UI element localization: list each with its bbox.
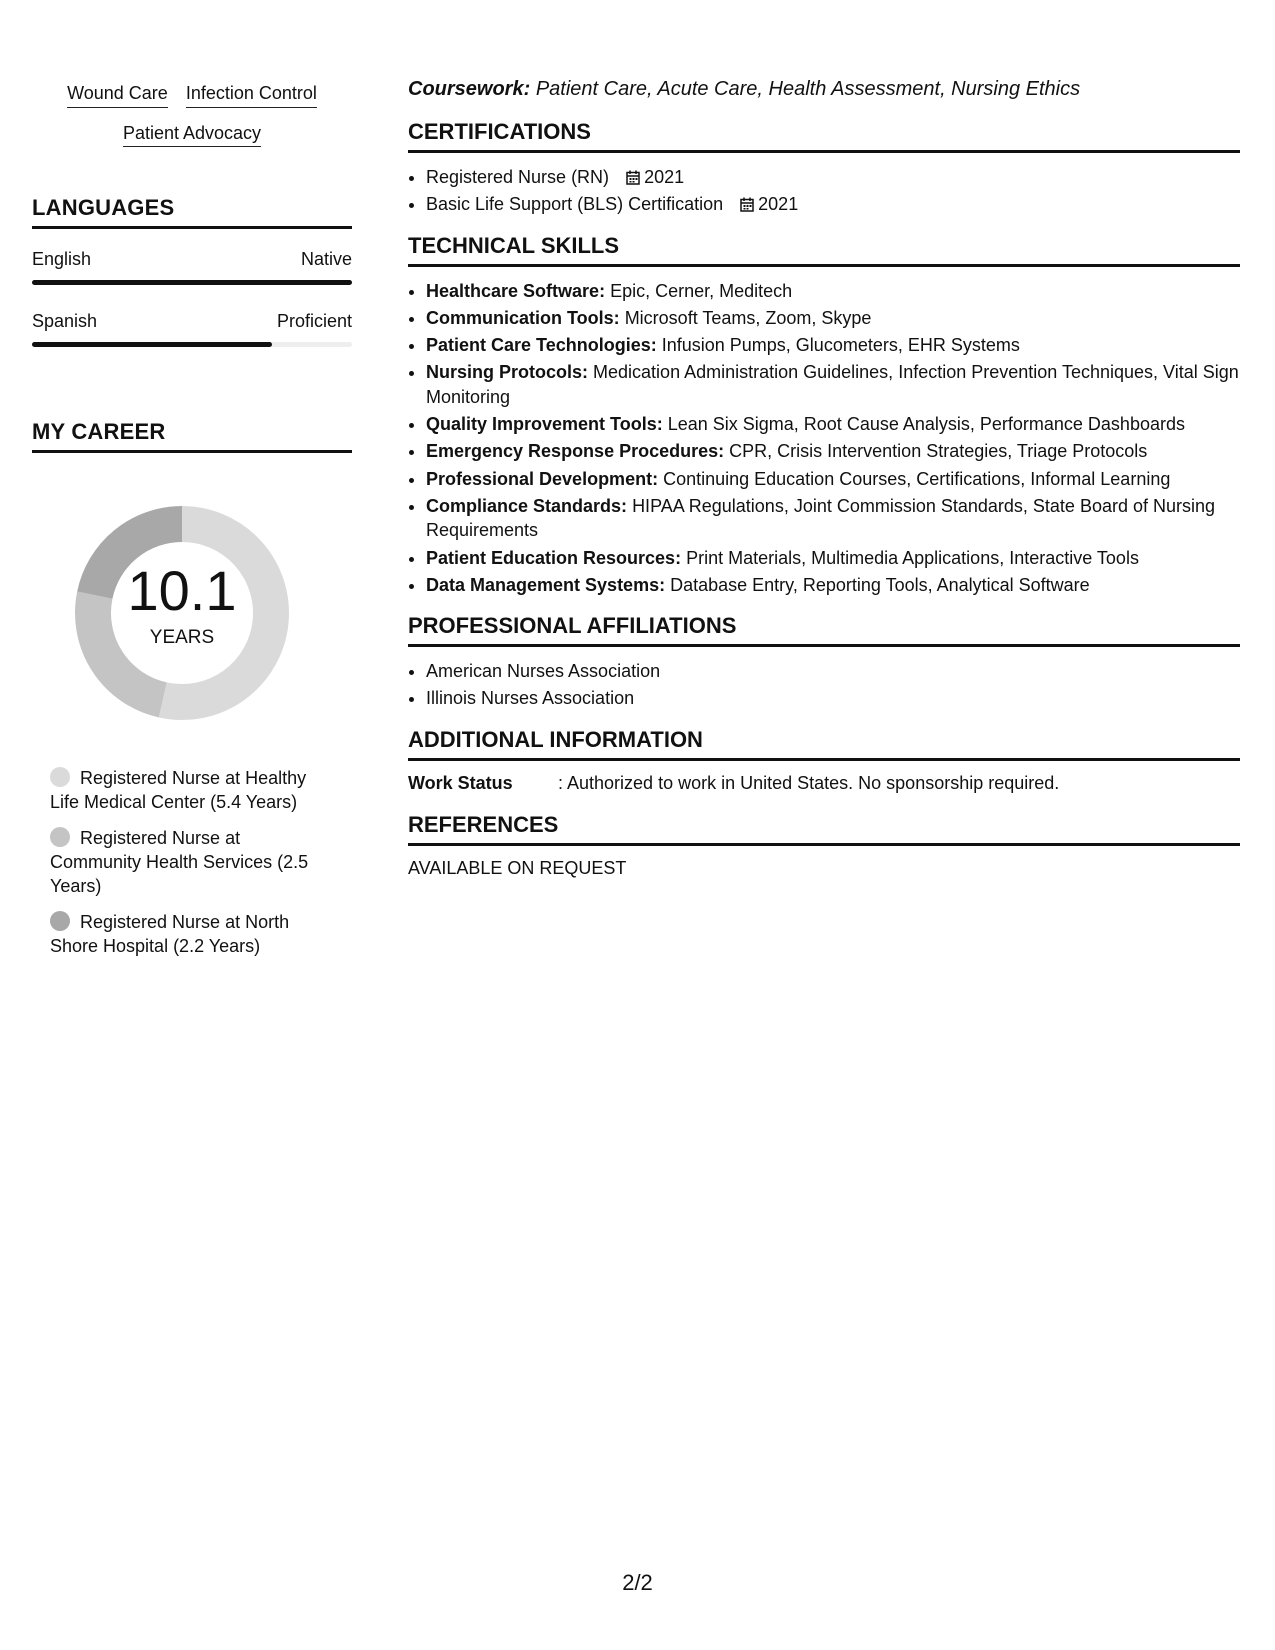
affiliations-heading: PROFESSIONAL AFFILIATIONS — [408, 613, 1240, 647]
legend-dot-icon — [50, 827, 70, 847]
technical-skill-item — [426, 439, 1240, 463]
career-legend-item — [50, 767, 320, 815]
skill-category: Data Management Systems: — [426, 574, 666, 595]
skill-values: Continuing Education Courses, Certifications, Informal Learning — [663, 468, 1171, 489]
certifications-list — [408, 165, 1240, 217]
career-donut-chart — [62, 493, 302, 733]
skill-tag: Wound Care — [67, 82, 168, 108]
skill-category: Professional Development: — [426, 468, 659, 489]
certification-name: Basic Life Support (BLS) Certification — [426, 194, 724, 215]
certification-year: 2021 — [644, 167, 685, 187]
career-heading: MY CAREER — [32, 419, 352, 453]
work-status-row — [408, 773, 1240, 794]
coursework-label: Coursework: — [408, 78, 531, 100]
skill-values: Infusion Pumps, Glucometers, EHR Systems — [661, 335, 1020, 356]
skill-values: Database Entry, Reporting Tools, Analytical Software — [670, 574, 1090, 595]
legend-dot-icon — [50, 767, 70, 787]
technical-skill-item — [426, 306, 1240, 330]
work-status-value: : Authorized to work in United States. No sponsorship required. — [558, 772, 1060, 793]
technical-skill-item — [426, 494, 1240, 543]
calendar-icon — [626, 170, 640, 185]
career-job-label: Registered Nurse at North Shore Hospital (2.2 Years) — [50, 911, 290, 956]
skill-category: Nursing Protocols: — [426, 362, 589, 383]
language-name: English — [32, 249, 92, 269]
technical-skills-heading: TECHNICAL SKILLS — [408, 233, 1240, 267]
career-legend — [50, 767, 320, 959]
coursework — [408, 78, 1240, 101]
technical-skill-item — [426, 333, 1240, 357]
certification-item — [426, 192, 1240, 216]
skill-category: Patient Education Resources: — [426, 547, 682, 568]
references-heading: REFERENCES — [408, 812, 1240, 846]
certification-year: 2021 — [758, 194, 799, 215]
left-column — [32, 82, 352, 971]
certifications-heading: CERTIFICATIONS — [408, 119, 1240, 153]
calendar-icon — [740, 197, 754, 212]
certification-item — [426, 165, 1240, 189]
technical-skill-item — [426, 412, 1240, 436]
certification-name: Registered Nurse (RN) — [426, 167, 610, 187]
page-number: 2/2 — [622, 1570, 653, 1595]
career-total-years: 10.1 — [127, 559, 237, 622]
skill-values: Lean Six Sigma, Root Cause Analysis, Performance Dashboards — [667, 414, 1185, 435]
affiliation-item: • American Nurses Association — [426, 659, 1240, 683]
language-level: Native — [300, 249, 352, 269]
legend-dot-icon — [50, 911, 70, 931]
skill-values: Medication Administration Guidelines, Infection Prevention Techniques, Vital Sign Monitoring — [426, 362, 1239, 407]
technical-skill-item — [426, 279, 1240, 303]
career-total-unit: YEARS — [149, 627, 215, 648]
technical-skill-item — [426, 467, 1240, 491]
skill-tag: Infection Control — [186, 82, 317, 108]
language-level: Proficient — [276, 311, 352, 331]
language-proficiency-bar — [32, 280, 352, 285]
skill-category: Communication Tools: — [426, 307, 620, 328]
right-column — [408, 78, 1240, 879]
technical-skill-item — [426, 546, 1240, 570]
skill-values: CPR, Crisis Intervention Strategies, Triage Protocols — [729, 441, 1148, 462]
skill-tags — [32, 82, 352, 147]
additional-info-heading: ADDITIONAL INFORMATION — [408, 727, 1240, 761]
skill-category: Quality Improvement Tools: — [426, 414, 663, 435]
skill-category: Patient Care Technologies: — [426, 335, 657, 356]
skill-values: Microsoft Teams, Zoom, Skype — [624, 307, 872, 328]
career-job-label: Registered Nurse at Community Health Services (2.5 Years) — [50, 827, 309, 896]
work-status-label: Work Status — [408, 772, 513, 793]
language-proficiency-bar — [32, 342, 352, 347]
skill-category: Compliance Standards: — [426, 495, 628, 516]
language-proficiency-fill — [32, 342, 272, 347]
languages-heading: LANGUAGES — [32, 195, 352, 229]
technical-skills-list — [408, 279, 1240, 598]
skill-category: Emergency Response Procedures: — [426, 441, 725, 462]
skill-category: Healthcare Software: — [426, 280, 606, 301]
skill-tag: Patient Advocacy — [123, 122, 261, 148]
language-proficiency-fill — [32, 280, 352, 285]
affiliation-item: • Illinois Nurses Association — [426, 686, 1240, 710]
language-row — [32, 311, 352, 347]
skill-values: Print Materials, Multimedia Applications, Interactive Tools — [686, 547, 1139, 568]
technical-skill-item — [426, 573, 1240, 597]
references-text: AVAILABLE ON REQUEST — [408, 857, 627, 878]
skill-values: Epic, Cerner, Meditech — [610, 280, 793, 301]
career-job-label: Registered Nurse at Healthy Life Medical Center (5.4 Years) — [50, 768, 307, 812]
language-row — [32, 249, 352, 285]
language-name: Spanish — [32, 311, 98, 331]
skill-values: HIPAA Regulations, Joint Commission Standards, State Board of Nursing Requirements — [426, 495, 1216, 541]
coursework-text: Patient Care, Acute Care, Health Assessment, Nursing Ethics — [535, 78, 1081, 100]
career-legend-item — [50, 911, 320, 959]
affiliations-list — [408, 659, 1240, 711]
technical-skill-item — [426, 360, 1240, 409]
career-legend-item — [50, 827, 320, 899]
